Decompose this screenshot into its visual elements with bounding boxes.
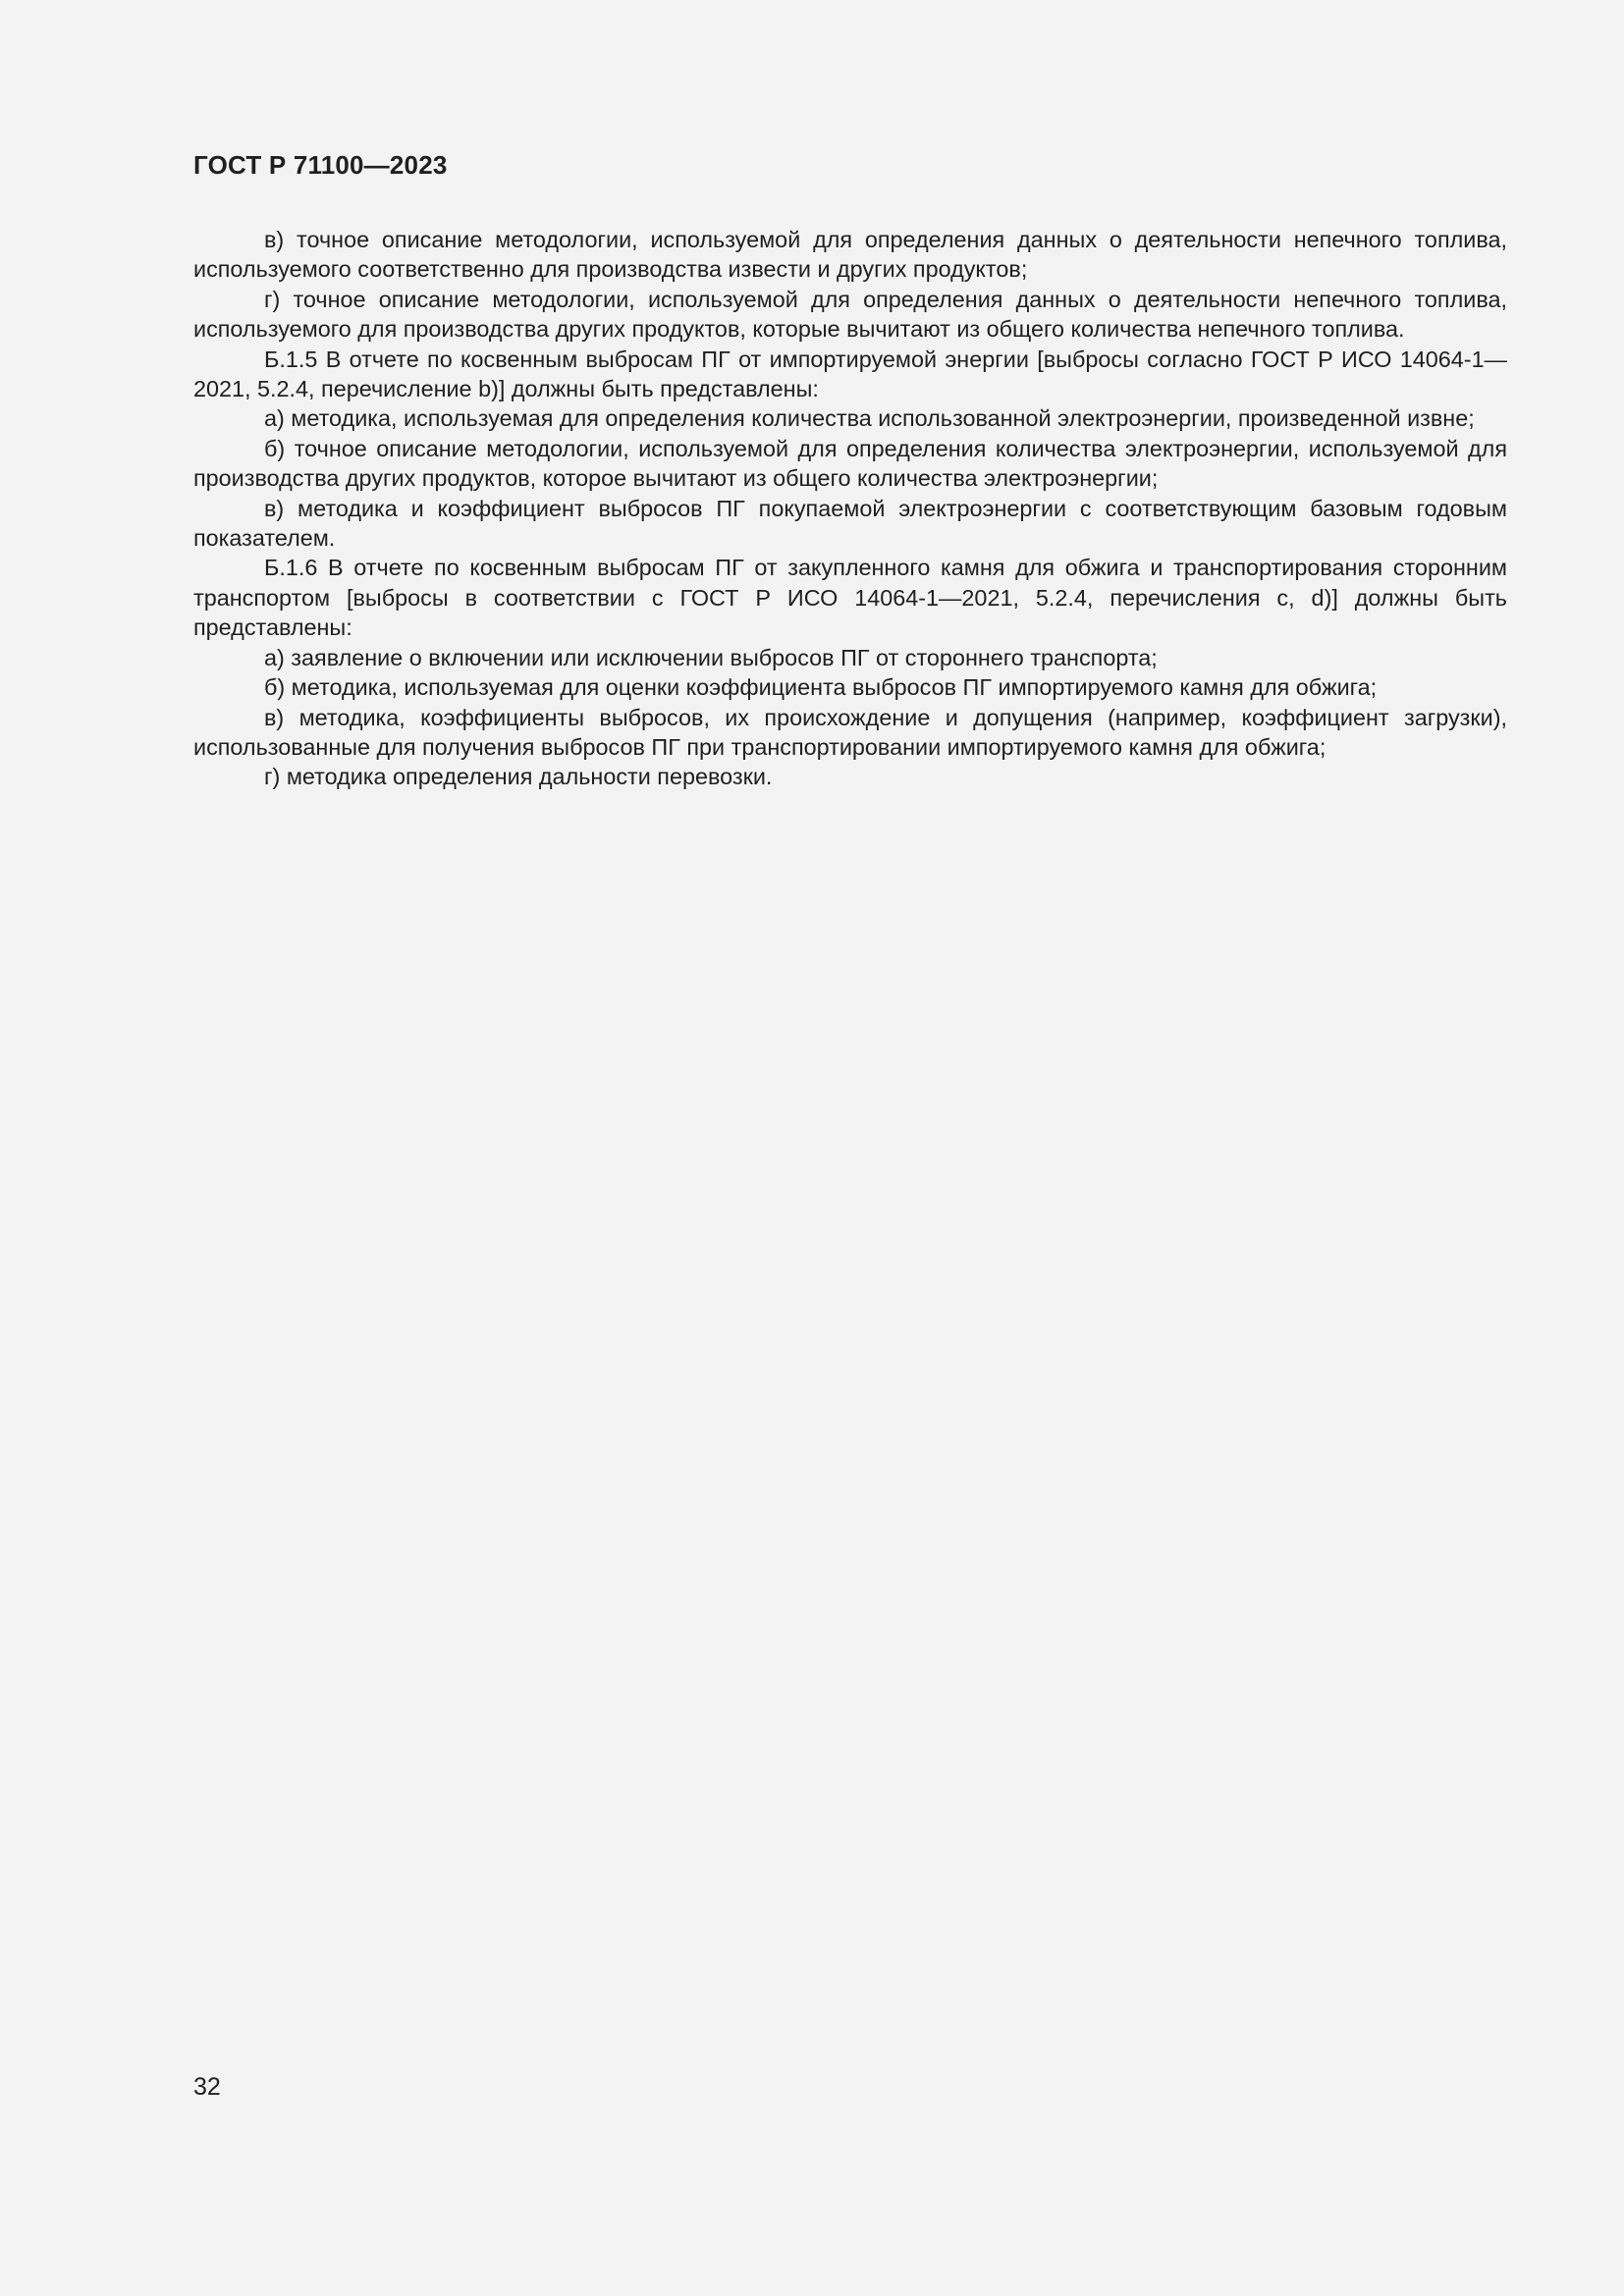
paragraph-b1-5-b: б) точное описание методологии, используемой для определения количества электроэнергии, используемой для производства других продуктов, которое вычитают из общего количества электроэнергии; xyxy=(193,435,1507,492)
paragraph-b1-6-a: а) заявление о включении или исключении выбросов ПГ от стороннего транспорта; xyxy=(264,644,1158,670)
document-body xyxy=(193,225,1507,792)
document-designation: ГОСТ Р 71100—2023 xyxy=(193,150,448,180)
paragraph-b1-6: Б.1.6 В отчете по косвенным выбросам ПГ от закупленного камня для обжига и транспортирования сторонним транспортом [выбросы в соответствии с ГОСТ Р ИСО 14064-1—2021, 5.2.4, перечисления c, d)] должны быть представлены: xyxy=(193,555,1507,641)
paragraph-b1-4-v: в) точное описание методологии, используемой для определения данных о деятельности непечного топлива, используемого соответственно для производства извести и других продуктов; xyxy=(193,227,1507,283)
paragraph-b1-4-g: г) точное описание методологии, используемой для определения данных о деятельности непечного топлива, используемого для производства других продуктов, которые вычитают из общего количества непечного топлива. xyxy=(193,286,1507,343)
paragraph-b1-5-a: а) методика, используемая для определения количества использованной электроэнергии, произведенной извне; xyxy=(264,405,1475,432)
paragraph-b1-6-v: в) методика, коэффициенты выбросов, их происхождение и допущения (например, коэффициент загрузки), использованные для получения выбросов ПГ при транспортировании импортируемого камня для обжига; xyxy=(193,704,1507,760)
paragraph-b1-6-g: г) методика определения дальности перевозки. xyxy=(264,764,773,790)
page-number: 32 xyxy=(193,2073,221,2101)
paragraph-b1-5-v: в) методика и коэффициент выбросов ПГ покупаемой электроэнергии с соответствующим базовым годовым показателем. xyxy=(193,495,1507,552)
paragraph-b1-6-b: б) методика, используемая для оценки коэффициента выбросов ПГ импортируемого камня для обжига; xyxy=(264,674,1378,701)
paragraph-b1-5: Б.1.5 В отчете по косвенным выбросам ПГ от импортируемой энергии [выбросы согласно ГОСТ Р ИСО 14064-1—2021, 5.2.4, перечисление b)] должны быть представлены: xyxy=(193,346,1507,402)
